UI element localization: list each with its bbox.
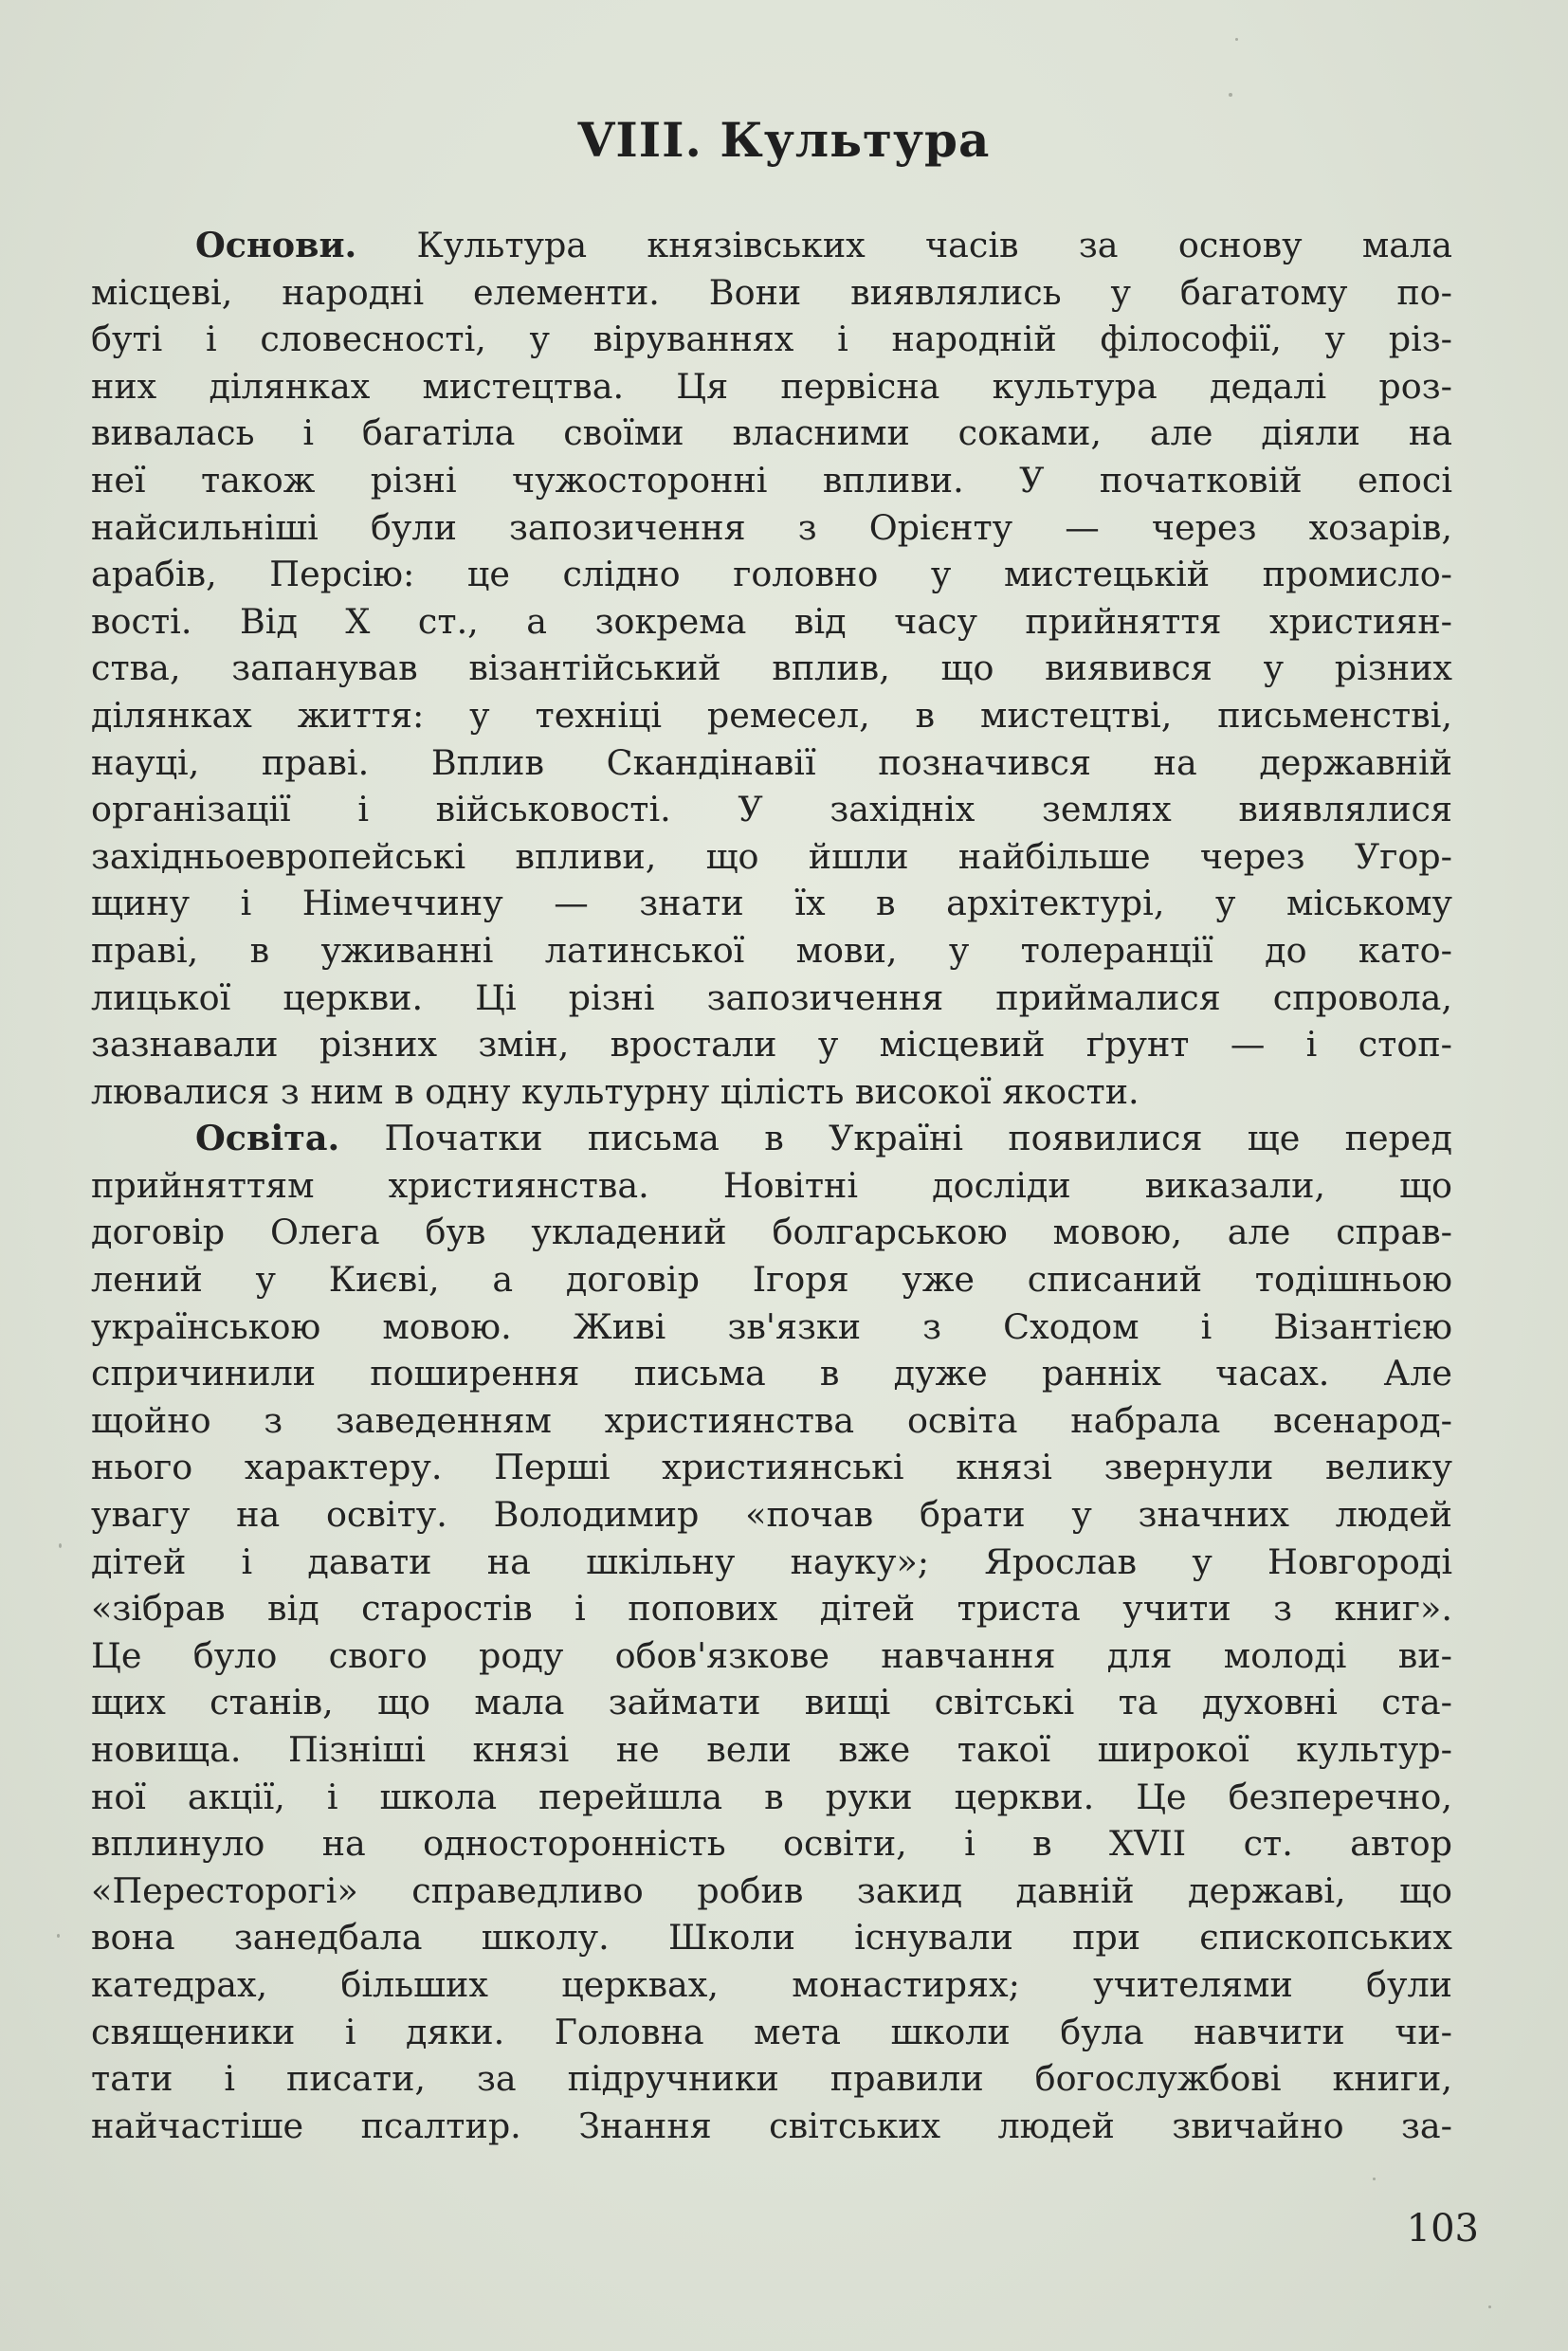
paper-speck: [1488, 2305, 1491, 2308]
text-line: найчастіше псалтир. Знання світських людей звичайно за-: [91, 2105, 1452, 2146]
text-line: нього характеру. Перші християнські князі звернули велику: [91, 1447, 1452, 1488]
text-line: катедрах, більших церквах, монастирях; учителями були: [91, 1963, 1452, 2005]
text-line: українською мовою. Живі зв'язки з Сходом і Візантією: [91, 1305, 1452, 1347]
text-line: «зібрав від старостів і попових дітей триста учити з книг».: [91, 1588, 1452, 1630]
text-line: щину і Німеччину — знати їх в архітектурі, у міському: [91, 883, 1452, 924]
text-line: ної акції, і школа перейшла в руки церкви. Це безперечно,: [91, 1776, 1452, 1817]
text-line: священики і дяки. Головна мета школи була навчити чи-: [91, 2011, 1452, 2052]
text-line: тати і писати, за підручники правили богослужбові книги,: [91, 2058, 1452, 2100]
text-line: щойно з заведенням християнства освіта набрала всенарод-: [91, 1399, 1452, 1441]
text-line: дітей і давати на шкільну науку»; Ярослав у Новгороді: [91, 1540, 1452, 1582]
section-heading-osnovy: Основи.: [195, 225, 357, 265]
text-line: організації і військовості. У західніх землях виявлялися: [91, 789, 1452, 830]
text-line: Освіта. Початки письма в Україні появилися ще перед: [195, 1118, 1452, 1159]
text-line: вивалась і багатіла своїми власними соками, але діяли на: [91, 412, 1452, 454]
text-line: найсильніші були запозичення з Орієнту — через хозарів,: [91, 506, 1452, 548]
text-line: неї також різні чужосторонні впливи. У початковій епосі: [91, 459, 1452, 501]
text-line: «Пересторогі» справедливо робив закид давній державі, що: [91, 1869, 1452, 1911]
text-line: праві, в уживанні латинської мови, у толеранції до като-: [91, 929, 1452, 971]
text-line: західньоевропейські впливи, що йшли найбільше через Угор-: [91, 835, 1452, 877]
text-line: науці, праві. Вплив Скандінавії позначився на державній: [91, 741, 1452, 783]
text-line: прийняттям християнства. Новітні досліди виказали, що: [91, 1164, 1452, 1206]
text-line: арабів, Персію: це слідно головно у мистецькій промисло-: [91, 554, 1452, 595]
text-line: Це було свого роду обов'язкове навчання для молоді ви-: [91, 1634, 1452, 1676]
text-line: новища. Пізніші князі не вели вже такої широкої культур-: [91, 1729, 1452, 1770]
text-line: вплинуло на односторонність освіти, і в XVII ст. автор: [91, 1823, 1452, 1865]
page-number: 103: [1406, 2207, 1479, 2251]
paper-speck: [1235, 38, 1238, 41]
text-line: вості. Від X ст., а зокрема від часу прийняття християн-: [91, 600, 1452, 642]
text-line: зазнавали різних змін, вростали у місцевий ґрунт — і стоп-: [91, 1024, 1452, 1066]
text-line: них ділянках мистецтва. Ця первісна культура дедалі роз-: [91, 365, 1452, 407]
text-line: Основи. Культура князівських часів за основу мала: [195, 225, 1452, 265]
text-line: вона занедбала школу. Школи існували при єпископських: [91, 1917, 1452, 1959]
body-text: [91, 222, 1452, 2149]
text-line: договір Олега був укладений болгарською мовою, але справ-: [91, 1212, 1452, 1253]
text-line: буті і словесності, у віруваннях і народній філософії, у різ-: [91, 319, 1452, 360]
section-heading-osvita: Освіта.: [195, 1118, 340, 1159]
paper-speck: [1229, 93, 1232, 97]
paper-speck: [59, 1543, 62, 1548]
paper-speck: [57, 1934, 60, 1938]
text-line: увагу на освіту. Володимир «почав брати у значних людей: [91, 1494, 1452, 1536]
text-line: ділянках життя: у техніці ремесел, в мистецтві, письменстві,: [91, 694, 1452, 736]
text-line: ства, запанував візантійський вплив, що виявився у різних: [91, 647, 1452, 689]
text-line: спричинили поширення письма в дуже ранніх часах. Але: [91, 1353, 1452, 1394]
text-line: щих станів, що мала займати вищі світські та духовні ста-: [91, 1682, 1452, 1723]
paper-speck: [1373, 2178, 1376, 2180]
text-line: лицької церкви. Ці різні запозичення приймалися спровола,: [91, 976, 1452, 1018]
chapter-title: VIII. Культура: [577, 112, 991, 168]
text-line: лений у Києві, а договір Ігоря уже списаний тодішньою: [91, 1259, 1452, 1301]
text-line: місцеві, народні елементи. Вони виявлялись у багатому по-: [91, 271, 1452, 313]
text-line: лювалися з ним в одну культурну цілість високої якости.: [91, 1070, 1140, 1112]
